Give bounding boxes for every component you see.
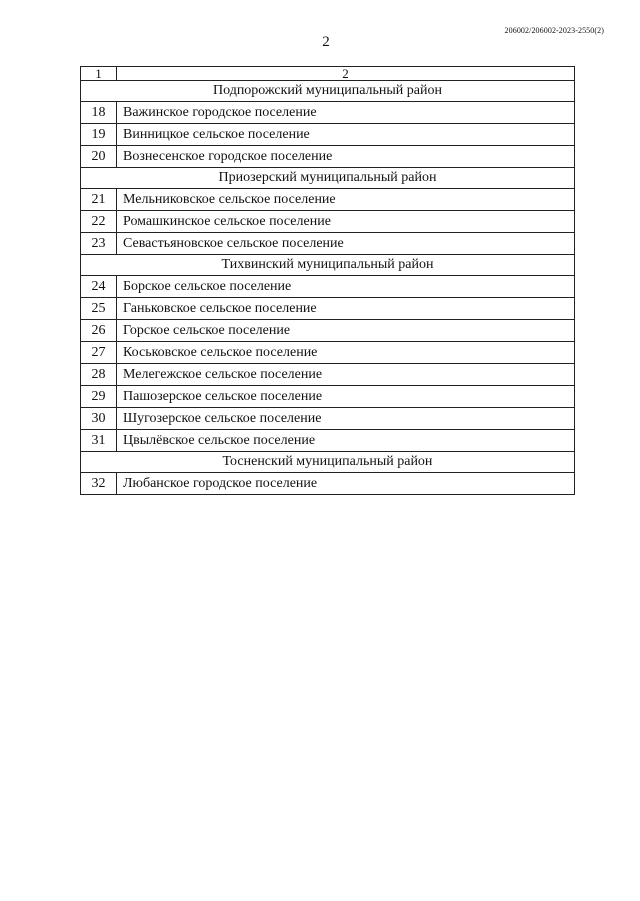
table-row <box>81 386 575 408</box>
settlement-name: Мельниковское сельское поселение <box>117 189 575 211</box>
district-row <box>81 255 575 276</box>
table-row <box>81 430 575 452</box>
table-row <box>81 102 575 124</box>
row-number: 26 <box>81 320 117 342</box>
settlement-name: Ганьковское сельское поселение <box>117 298 575 320</box>
row-number: 29 <box>81 386 117 408</box>
table-row <box>81 364 575 386</box>
row-number: 24 <box>81 276 117 298</box>
table-row <box>81 408 575 430</box>
column-header-number: 1 <box>81 67 117 81</box>
table-row <box>81 473 575 495</box>
table-row <box>81 342 575 364</box>
settlement-name: Винницкое сельское поселение <box>117 124 575 146</box>
row-number: 19 <box>81 124 117 146</box>
document-id: 206002/206002-2023-2550(2) <box>504 26 604 35</box>
column-header-row <box>81 67 575 81</box>
settlement-name: Цвылёвское сельское поселение <box>117 430 575 452</box>
column-header-name: 2 <box>117 67 575 81</box>
district-row <box>81 81 575 102</box>
table-body <box>81 67 575 495</box>
settlement-name: Ромашкинское сельское поселение <box>117 211 575 233</box>
row-number: 18 <box>81 102 117 124</box>
row-number: 22 <box>81 211 117 233</box>
settlement-name: Коськовское сельское поселение <box>117 342 575 364</box>
row-number: 30 <box>81 408 117 430</box>
row-number: 23 <box>81 233 117 255</box>
district-row <box>81 452 575 473</box>
row-number: 28 <box>81 364 117 386</box>
settlement-name: Любанское городское поселение <box>117 473 575 495</box>
district-name: Приозерский муниципальный район <box>81 168 575 189</box>
table-row <box>81 233 575 255</box>
district-name: Тихвинский муниципальный район <box>81 255 575 276</box>
settlements-table <box>80 66 575 495</box>
row-number: 21 <box>81 189 117 211</box>
table-row <box>81 298 575 320</box>
row-number: 32 <box>81 473 117 495</box>
settlement-name: Важинское городское поселение <box>117 102 575 124</box>
table-row <box>81 146 575 168</box>
table-row <box>81 189 575 211</box>
row-number: 20 <box>81 146 117 168</box>
district-row <box>81 168 575 189</box>
settlement-name: Вознесенское городское поселение <box>117 146 575 168</box>
district-name: Подпорожский муниципальный район <box>81 81 575 102</box>
settlement-name: Шугозерское сельское поселение <box>117 408 575 430</box>
row-number: 27 <box>81 342 117 364</box>
settlement-name: Борское сельское поселение <box>117 276 575 298</box>
settlement-name: Пашозерское сельское поселение <box>117 386 575 408</box>
row-number: 31 <box>81 430 117 452</box>
settlement-name: Севастьяновское сельское поселение <box>117 233 575 255</box>
settlement-name: Горское сельское поселение <box>117 320 575 342</box>
table-row <box>81 320 575 342</box>
table-row <box>81 211 575 233</box>
row-number: 25 <box>81 298 117 320</box>
page-number: 2 <box>322 34 330 50</box>
district-name: Тосненский муниципальный район <box>81 452 575 473</box>
table-row <box>81 124 575 146</box>
settlement-name: Мелегежское сельское поселение <box>117 364 575 386</box>
table-row <box>81 276 575 298</box>
